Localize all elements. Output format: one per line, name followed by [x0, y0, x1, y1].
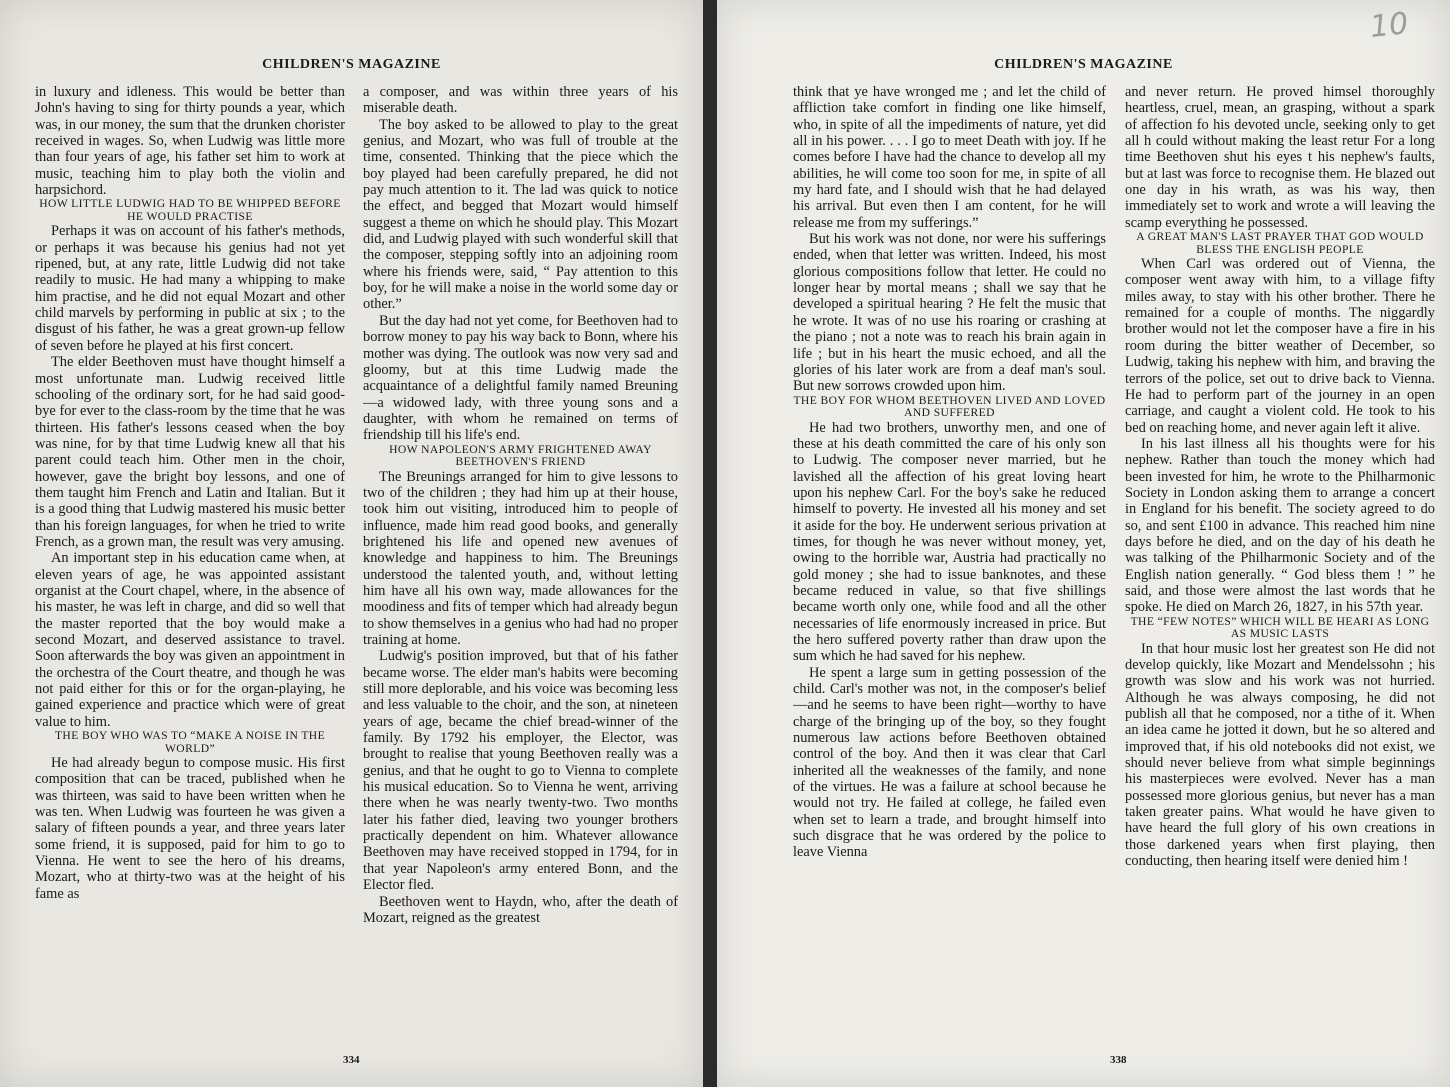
paragraph: But his work was not done, nor were his sufferings ended, when that letter was written. Indeed, his most glorious compositions follow that letter. He could no longer hear by mortal means ; shall we say that he developed a spiritual hearing ? He felt the music that he wrote. It was of no use his roaring or crashing at the piano ; not a note was to reach his brain again in life ; but in his heart the music echoed, and all the glories of his later work are from a deaf man's soul. But new sorrows crowded upon him.: [793, 231, 1106, 395]
paragraph: The boy asked to be allowed to play to the great genius, and Mozart, who was full of trouble at the time, consented. Thinking that the piece which the boy played had been carefully prepared, he did not pay much attention to it. The lad was quick to notice the effect, and begged that Mozart would himself suggest a theme on which he should play. This Mozart did, and Ludwig played with such wonderful skill that the composer, stepping softly into an adjoining room where his friends were, said, “ Pay attention to this boy, for he will make a noise in the world some day or other.”: [363, 116, 678, 313]
handwritten-page-mark: 10: [1368, 6, 1410, 45]
paragraph: think that ye have wronged me ; and let the child of affliction take comfort in finding one like himself, who, in spite of all the impediments of nature, yet did all in his power. . . . I go to meet Death with joy. If he comes before I have had the chance to develop all my abilities, he will come too soon for me, in spite of all my hard fate, and I should wish that he had delayed his arrival. But even then I am content, for he will release me from my sufferings.”: [793, 84, 1106, 231]
section-heading: HOW NAPOLEON'S ARMY FRIGHTENED AWAY BEETHOVEN'S FRIEND: [389, 442, 652, 469]
section-heading: A GREAT MAN'S LAST PRAYER THAT GOD WOULD BLESS THE ENGLISH PEOPLE: [1136, 230, 1424, 256]
section-heading: THE “FEW NOTES” WHICH WILL BE HEARI AS LONG AS MUSIC LASTS: [1130, 614, 1430, 641]
left-page: [0, 0, 703, 1087]
page-number: 334: [343, 1054, 360, 1066]
running-head: CHILDREN'S MAGAZINE: [262, 57, 441, 72]
paragraph: a composer, and was within three years of his miserable death.: [363, 84, 678, 117]
text-column-right-2: [1125, 84, 1435, 1046]
paragraph: The elder Beethoven must have thought himself a most unfortunate man. Ludwig received little schooling of the ordinary sort, for he had said good-bye for ever to the class-room by the time that he was thirteen. His father's lessons ceased when the boy was nine, for by that time Ludwig knew all that his parent could teach him. Other men in the choir, however, gave the bright boy lessons, and one of them taught him French and Latin and Italian. But it is a good thing that Ludwig mastered his music better than his foreign languages, for when he tried to write French, as a grown man, the result was very amusing.: [35, 354, 345, 550]
paragraph: He had two brothers, unworthy men, and one of these at his death committed the care of his only son to Ludwig. The composer never married, but he lavished all the affection of his great loving heart upon his nephew Carl. For the boy's sake he reduced himself to poverty. He invested all his money and set it aside for the boy. He underwent serious privation at times, for though he was never without money, yet, owing to the horrible war, Austria had practically no gold money ; she had to issue banknotes, and these became reduced in value, so that five shillings became worth only one, while food and all the other necessaries of life enormously increased in price. But the hero suffered poverty rather than draw upon the sum which he had saved for his nephew.: [793, 419, 1106, 665]
paragraph: When Carl was ordered out of Vienna, the composer went away with him, to a village fifty miles away, to stay with his other brother. There he remained for a couple of months. The niggardly brother would not let the composer have a fire in his room during the bitter weather of December, so Ludwig, taking his nephew with him, and braving the terrors of the police, set out to drive back to Vienna. He had to perform part of the journey in an open carriage, and caught a violent cold. He took to his bed on reaching home, and never again left it alive.: [1125, 256, 1435, 436]
running-head: CHILDREN'S MAGAZINE: [994, 57, 1173, 72]
paragraph: Ludwig's position improved, but that of his father became worse. The elder man's habits were becoming still more deplorable, and his voice was becoming less and less valuable to the choir, and the son, at nineteen years of age, became the chief bread-winner of the family. By 1792 his employer, the Elector, was brought to realise that young Beethoven really was a genius, and that he ought to go to Vienna to complete his musical education. So to Vienna he went, arriving there when he was nearly twenty-two. Two months later his father died, leaving two younger brothers practically dependent on him. Whatever allowance Beethoven may have received stopped in 1794, for in that year Napoleon's army entered Bonn, and the Elector fled.: [363, 648, 678, 894]
paragraph: Beethoven went to Haydn, who, after the death of Mozart, reigned as the greatest: [363, 893, 678, 926]
right-page: [717, 0, 1450, 1087]
text-column-left-2: [363, 84, 678, 1046]
paragraph: He had already begun to compose music. His first composition that can be traced, published when he was thirteen, was said to have been written when he was ten. When Ludwig was fourteen he was given a salary of fifteen pounds a year, and three years later some friend, it is supposed, paid for him to go to Vienna. He went to see the hero of his dreams, Mozart, who at thirty-two was at the height of his fame as: [35, 755, 345, 902]
book-gutter: [703, 0, 717, 1087]
text-column-left-1: [35, 84, 345, 1046]
section-heading: THE BOY FOR WHOM BEETHOVEN LIVED AND LOVED AND SUFFERED: [793, 393, 1106, 420]
paragraph: In that hour music lost her greatest son He did not develop quickly, like Mozart and Mendelssohn ; his growth was slow and his work was not hurried. Although he was always composing, he did not publish all that he composed, nor a tithe of it. When an idea came he jotted it down, but he so altered and improved that, if his old notebooks did not exist, we should never believe from what simple beginnings his masterpieces were evolved. Never has a man possessed more glorious genius, but never has a man taken greater pains. What would he have given to have heard the full glory of his own creations in those darkened years when first playing, then conducting, then hearing itself were denied him !: [1125, 640, 1435, 870]
section-heading: THE BOY WHO WAS TO “MAKE A NOISE IN THE WORLD”: [54, 729, 326, 755]
paragraph: He spent a large sum in getting possession of the child. Carl's mother was not, in the composer's belief—and he seems to have been right—worthy to have charge of the bringing up of the boy, so they fought numerous law actions before Beethoven obtained control of the boy. And then it was clear that Carl inherited all the weaknesses of the family, and none of the virtues. He was a failure at school because he would not try. He failed at college, he failed even when set to learn a trade, and brought himself into such disgrace that he was ordered by the police to leave Vienna: [793, 664, 1106, 861]
page-number: 338: [1110, 1054, 1127, 1066]
paragraph: The Breunings arranged for him to give lessons to two of the children ; they had him up at their house, took him out visiting, introduced him to people of influence, made him read good books, and generally brightened his life and opened new avenues of knowledge and happiness to him. The Breunings understood the talented youth, and, without letting him have all his own way, made allowances for the moodiness and fits of temper which had already begun to show themselves in a genius who had had no proper training at home.: [363, 468, 678, 648]
section-heading: HOW LITTLE LUDWIG HAD TO BE WHIPPED BEFORE HE WOULD PRACTISE: [39, 197, 341, 223]
paragraph: in luxury and idleness. This would be better than John's having to sing for thirty pounds a year, which was, in our money, the sum that the drunken chorister received in wages. So, when Ludwig was little more than four years of age, his father set him to work at music, teaching him to play both the violin and harpsichord.: [35, 84, 345, 199]
paragraph: In his last illness all his thoughts were for his nephew. Rather than touch the money which had been invested for him, he wrote to the Philharmonic Society in London asking them to arrange a concert in England for his benefit. The society agreed to do so, and sent £100 in advance. This reached him nine days before he died, and on the day of his death he was talking of the Philharmonic Society and of the English nation generally. “ God bless them ! ” he said, and those were almost the last words that he spoke. He died on March 26, 1827, in his 57th year.: [1125, 435, 1435, 616]
paragraph: But the day had not yet come, for Beethoven had to borrow money to pay his way back to Bonn, where his mother was dying. The outlook was now very sad and gloomy, but at this time Ludwig made the acquaintance of a delightful family named Breuning —a widowed lady, with three young sons and a daughter, with whom he remained on terms of friendship till his life's end.: [363, 312, 678, 444]
text-column-right-1: [793, 84, 1106, 1046]
paragraph: Perhaps it was on account of his father's methods, or perhaps it was because his genius had not yet ripened, but, at any rate, little Ludwig did not take readily to music. He had many a whipping to make him practise, and he did not equal Mozart and other child marvels by performing in public at six ; to the disgust of his father, he was a great grown-up fellow of seven before he played at his first concert.: [35, 223, 345, 354]
paragraph: An important step in his education came when, at eleven years of age, he was appointed assistant organist at the Court chapel, where, in the absence of his master, he was left in charge, and did so well that the master reported that the boy would make a second Mozart, and deserved assistance to travel. Soon afterwards the boy was given an appointment in the orchestra of the Court theatre, and though he was not paid either for this or for the organ-playing, he gained experience and practice which were of great value to him.: [35, 550, 345, 730]
paragraph: and never return. He proved himsel thoroughly heartless, cruel, mean, an grasping, without a spark of affection fo his devoted uncle, seeking only to get all h could without making the least retur For a long time Beethoven shut his eyes t his nephew's faults, but at last was force to recognise them. He blazed out one day in his wrath, as was his way, then immediately set to work and wrote a will leaving the scamp everything he possessed.: [1125, 84, 1435, 231]
